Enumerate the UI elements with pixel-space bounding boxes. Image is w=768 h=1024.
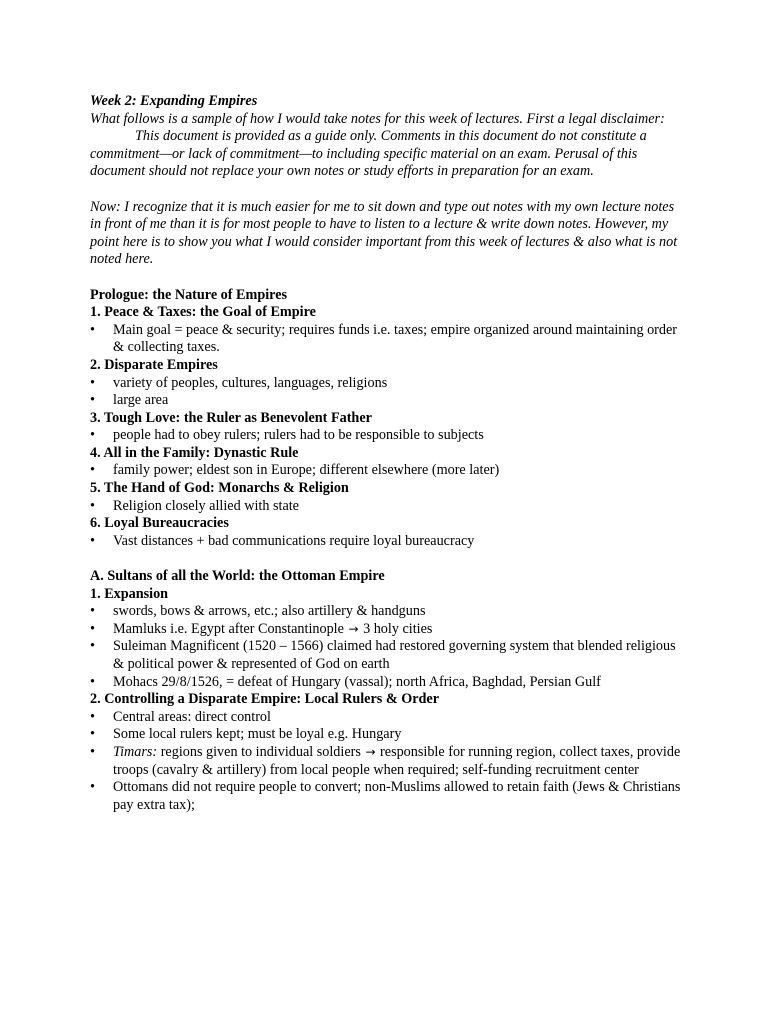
subsection-heading: 1. Expansion — [90, 585, 169, 602]
subsection-heading: 3. Tough Love: the Ruler as Benevolent Father — [90, 409, 372, 426]
arrow-right-icon: → — [348, 621, 359, 636]
subsection-heading: 5. The Hand of God: Monarchs & Religion — [90, 480, 349, 497]
arrow-right-icon: → — [365, 744, 376, 759]
prologue-heading: Prologue: the Nature of Empires — [90, 286, 288, 303]
bullet-list — [90, 533, 683, 551]
intro-line: What follows is a sample of how I would take notes for this week of lectures. First a legal disclaimer: — [90, 110, 665, 127]
list-item: • Mohacs 29/8/1526, = defeat of Hungary (vassal); north Africa, Baghdad, Persian Gulf — [90, 674, 683, 692]
subsection-heading: 2. Controlling a Disparate Empire: Local Rulers & Order — [90, 691, 440, 708]
bullet-list — [90, 375, 683, 410]
subsection-heading: 1. Peace & Taxes: the Goal of Empire — [90, 304, 316, 321]
list-item: • large area — [90, 392, 683, 410]
bullet-icon — [90, 322, 104, 340]
bullet-icon — [90, 392, 104, 410]
list-item: • Timars: regions given to individual soldiers → responsible for running region, collect taxes, provide troops (cavalry & artillery) from local people when required; self-funding recruitment center — [90, 744, 683, 779]
bullet-icon — [90, 621, 104, 639]
bullet-list — [90, 603, 683, 691]
bullet-icon — [90, 709, 104, 727]
bullet-icon — [90, 638, 104, 656]
spacer — [90, 269, 683, 287]
list-item: • Central areas: direct control — [90, 709, 683, 727]
bullet-icon — [90, 533, 104, 551]
bullet-icon — [90, 674, 104, 692]
list-item: • Religion closely allied with state — [90, 498, 683, 516]
subsection-heading: 6. Loyal Bureaucracies — [90, 515, 229, 532]
bullet-list — [90, 709, 683, 815]
bullet-list — [90, 427, 683, 445]
bullet-icon — [90, 779, 104, 797]
section-a-heading: A. Sultans of all the World: the Ottoman Empire — [90, 568, 385, 585]
bullet-icon — [90, 498, 104, 516]
bullet-icon — [90, 726, 104, 744]
subsection-heading: 4. All in the Family: Dynastic Rule — [90, 444, 299, 461]
bullet-list — [90, 462, 683, 480]
bullet-icon — [90, 375, 104, 393]
list-item: • Main goal = peace & security; requires funds i.e. taxes; empire organized around maintaining order & collecting taxes. — [90, 322, 683, 357]
list-item: • variety of peoples, cultures, languages, religions — [90, 375, 683, 393]
spacer — [90, 181, 683, 199]
list-item: • Vast distances + bad communications require loyal bureaucracy — [90, 533, 683, 551]
list-item: • family power; eldest son in Europe; different elsewhere (more later) — [90, 462, 683, 480]
timars-term: Timars: — [113, 743, 158, 760]
document-title: Week 2: Expanding Empires — [90, 93, 258, 109]
author-note: Now: I recognize that it is much easier for me to sit down and type out notes with my own lecture notes in front of me than it is for most people to have to listen to a lecture & write down notes. However, my point here is to show you what I would consider important from this week of lectures & also what is not noted here. — [90, 198, 678, 268]
spacer — [90, 550, 683, 568]
bullet-icon — [90, 744, 104, 762]
list-item: • Suleiman Magnificent (1520 – 1566) claimed had restored governing system that blended religious & political power & represented of God on earth — [90, 638, 683, 673]
bullet-icon — [90, 427, 104, 445]
list-item: • Some local rulers kept; must be loyal e.g. Hungary — [90, 726, 683, 744]
bullet-list — [90, 498, 683, 516]
list-item: • people had to obey rulers; rulers had to be responsible to subjects — [90, 427, 683, 445]
list-item: • Ottomans did not require people to convert; non-Muslims allowed to retain faith (Jews & Christians pay extra tax); — [90, 779, 683, 814]
list-item: • Mamluks i.e. Egypt after Constantinople → 3 holy cities — [90, 621, 683, 639]
bullet-icon — [90, 462, 104, 480]
subsection-heading: 2. Disparate Empires — [90, 356, 218, 373]
bullet-list — [90, 322, 683, 357]
list-item: • swords, bows & arrows, etc.; also artillery & handguns — [90, 603, 683, 621]
bullet-icon — [90, 603, 104, 621]
legal-disclaimer: This document is provided as a guide only. Comments in this document do not constitute a commitment—or lack of commitment—to including specific material on an exam. Perusal of this document should not replace your own notes or study efforts in preparation for an exam. — [90, 128, 647, 180]
